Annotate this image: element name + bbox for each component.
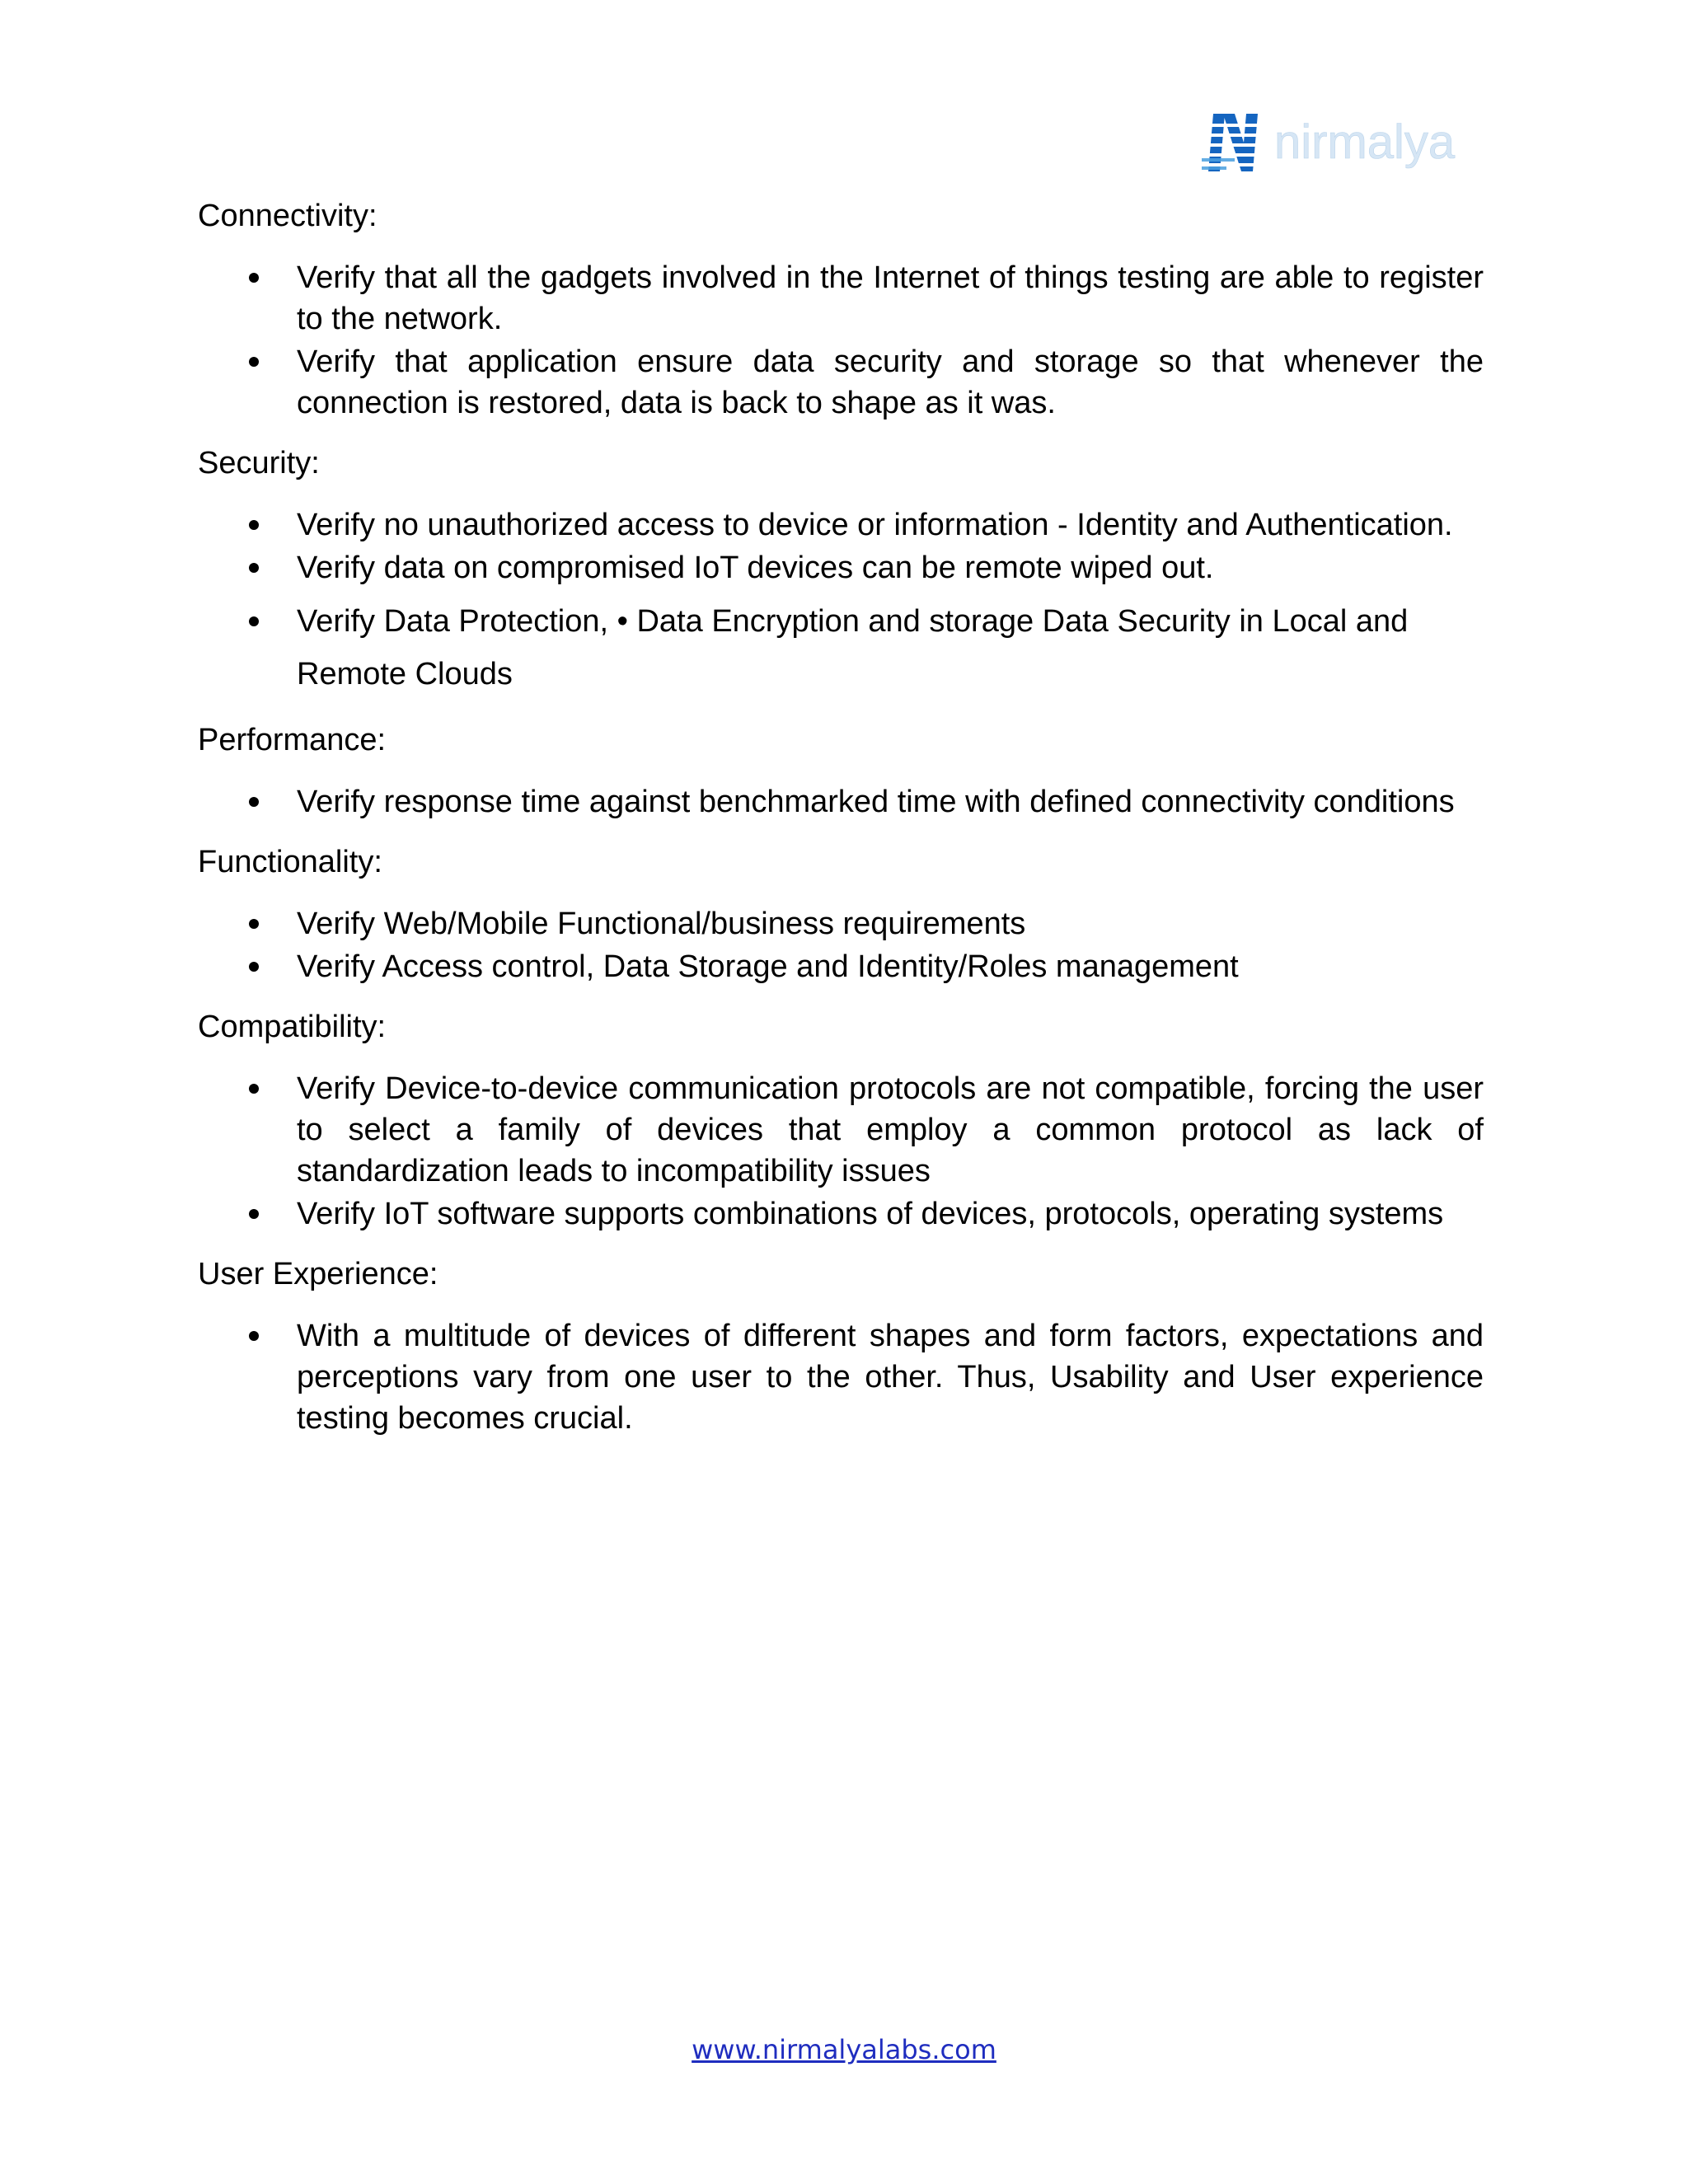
bullet-list <box>198 1068 1484 1235</box>
list-item-text: Verify Web/Mobile Functional/business requirements <box>297 907 1026 941</box>
document-body <box>198 194 1484 1457</box>
bullet-icon <box>249 520 259 530</box>
bullet-list <box>198 257 1484 424</box>
bullet-icon <box>249 919 259 929</box>
bullet-icon <box>249 357 259 367</box>
list-item-text: Verify response time against benchmarked time with defined connectivity conditions <box>297 785 1455 819</box>
nirmalya-n-logo-icon <box>1202 109 1456 178</box>
section-title: Compatibility: <box>198 1010 387 1044</box>
list-item <box>198 547 1484 588</box>
section-title: Performance: <box>198 723 387 757</box>
bullet-icon <box>249 962 259 972</box>
list-item <box>198 946 1484 987</box>
list-item-text: With a multitude of devices of different shapes and form factors, expectations and perceptions vary from one user to the other. Thus, Usability and User experience testing becomes crucial. <box>297 1319 1484 1436</box>
list-item-text: Verify Access control, Data Storage and Identity/Roles management <box>297 949 1239 984</box>
list-item-text: Verify Device-to-device communication protocols are not compatible, forcing the user to select a family of devices that employ a common protocol as lack of standardization leads to incompatibility issues <box>297 1071 1484 1188</box>
list-item-text: Verify no unauthorized access to device or information - Identity and Authentication. <box>297 508 1453 542</box>
section-title: Functionality: <box>198 845 382 879</box>
list-item-text: Verify that application ensure data security and storage so that whenever the connection is restored, data is back to shape as it was. <box>297 344 1484 420</box>
logo-wordmark: nirmalya <box>1274 115 1456 169</box>
section-functionality <box>198 841 1484 987</box>
bullet-icon <box>249 273 259 283</box>
section-performance <box>198 719 1484 823</box>
section-user-experience <box>198 1253 1484 1439</box>
bullet-icon <box>249 1084 259 1094</box>
list-item <box>198 903 1484 944</box>
nirmalya-logo <box>1202 109 1456 178</box>
section-title: Security: <box>198 446 320 480</box>
list-item <box>198 341 1484 424</box>
bullet-list <box>198 1315 1484 1439</box>
section-title: User Experience: <box>198 1257 438 1291</box>
bullet-list <box>198 781 1484 823</box>
bullet-list <box>198 903 1484 987</box>
bullet-list <box>198 504 1484 701</box>
list-item <box>198 1193 1484 1235</box>
list-item <box>198 781 1484 823</box>
list-item <box>198 1068 1484 1192</box>
website-link[interactable]: www.nirmalyalabs.com <box>692 2034 996 2065</box>
list-item <box>198 595 1484 701</box>
bullet-icon <box>249 616 259 626</box>
list-item-text: Verify Data Protection, • Data Encryption and storage Data Security in Local and Remote Clouds <box>297 604 1409 691</box>
list-item-text: Verify IoT software supports combinations of devices, protocols, operating systems <box>297 1197 1444 1231</box>
section-title: Connectivity: <box>198 199 377 233</box>
list-item <box>198 257 1484 340</box>
bullet-icon <box>249 797 259 807</box>
list-item-text: Verify that all the gadgets involved in the Internet of things testing are able to register to the network. <box>297 260 1484 336</box>
bullet-icon <box>249 1209 259 1219</box>
bullet-icon <box>249 563 259 573</box>
list-item-text: Verify data on compromised IoT devices can be remote wiped out. <box>297 551 1214 585</box>
section-security <box>198 442 1484 701</box>
section-connectivity <box>198 194 1484 424</box>
bullet-icon <box>249 1331 259 1341</box>
list-item <box>198 504 1484 546</box>
list-item <box>198 1315 1484 1439</box>
page-footer <box>0 2034 1688 2065</box>
section-compatibility <box>198 1005 1484 1235</box>
